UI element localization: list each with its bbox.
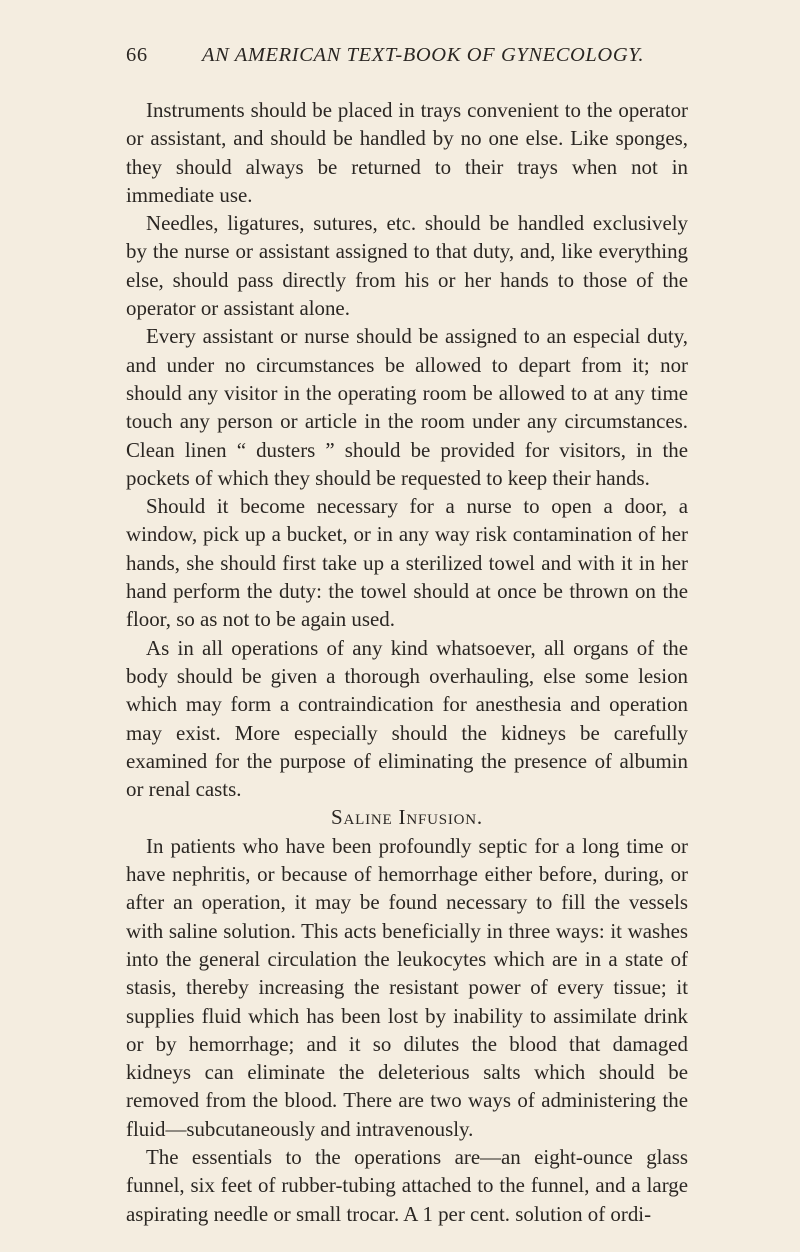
paragraph-saline-indications: In patients who have been profoundly septic for a long time or have nephritis, or because of hemorrhage either before, during, or after an operation, it may be found necessary to fill the vessels with saline solution. This acts beneficially in three ways: it washes into the general circulation the leukocytes which are in a state of stasis, thereby increasing the resistant power of every tissue; it supplies fluid which has been lost by inability to assimilate drink or by hemorrhage; and it so dilutes the blood that damaged kidneys can eliminate the deleterious salts which should be removed from the blood. There are two ways of administering the fluid—subcutaneously and intravenously.	[126, 833, 688, 1141]
running-head	[126, 44, 686, 74]
body-text	[126, 96, 688, 1228]
paragraph-organs: As in all operations of any kind whatsoever, all organs of the body should be given a thorough overhauling, else some lesion which may form a contraindication for anesthesia and operation may exist. More especially should the kidneys be carefully examined for the purpose of eliminating the presence of albumin or renal casts.	[126, 635, 688, 802]
page-number: 66	[126, 44, 148, 66]
paragraph-needles: Needles, ligatures, sutures, etc. should be handled exclusively by the nurse or assistant assigned to that duty, and, like everything else, should pass directly from his or her hands to those of the operator or assistant alone.	[126, 211, 688, 321]
running-title: AN AMERICAN TEXT-BOOK OF GYNECOLOGY.	[202, 44, 645, 66]
section-heading: Saline Infusion.	[331, 805, 483, 830]
paragraph-assistants: Every assistant or nurse should be assigned to an especial duty, and under no circumstances be allowed to depart from it; nor should any visitor in the operating room be allowed to at any time touch any person or article in the room under any circumstances. Clean linen “ dusters ” should be provided for visitors, in the pockets of which they should be requested to keep their hands.	[126, 324, 688, 490]
paragraph-saline-essentials: The essentials to the operations are—an eight-ounce glass funnel, six feet of rubber-tubing attached to the funnel, and a large aspirating needle or small trocar. A 1 per cent. solution of ordi-	[126, 1144, 688, 1226]
paragraph-instruments: Instruments should be placed in trays convenient to the operator or assistant, and should be handled by no one else. Like sponges, they should always be returned to their trays when not in immediate use.	[126, 98, 688, 207]
paragraph-contamination: Should it become necessary for a nurse to open a door, a window, pick up a bucket, or in any way risk contamination of her hands, she should first take up a sterilized towel and with it in her hand perform the duty: the towel should at once be thrown on the floor, so as not to be again used.	[126, 494, 688, 632]
